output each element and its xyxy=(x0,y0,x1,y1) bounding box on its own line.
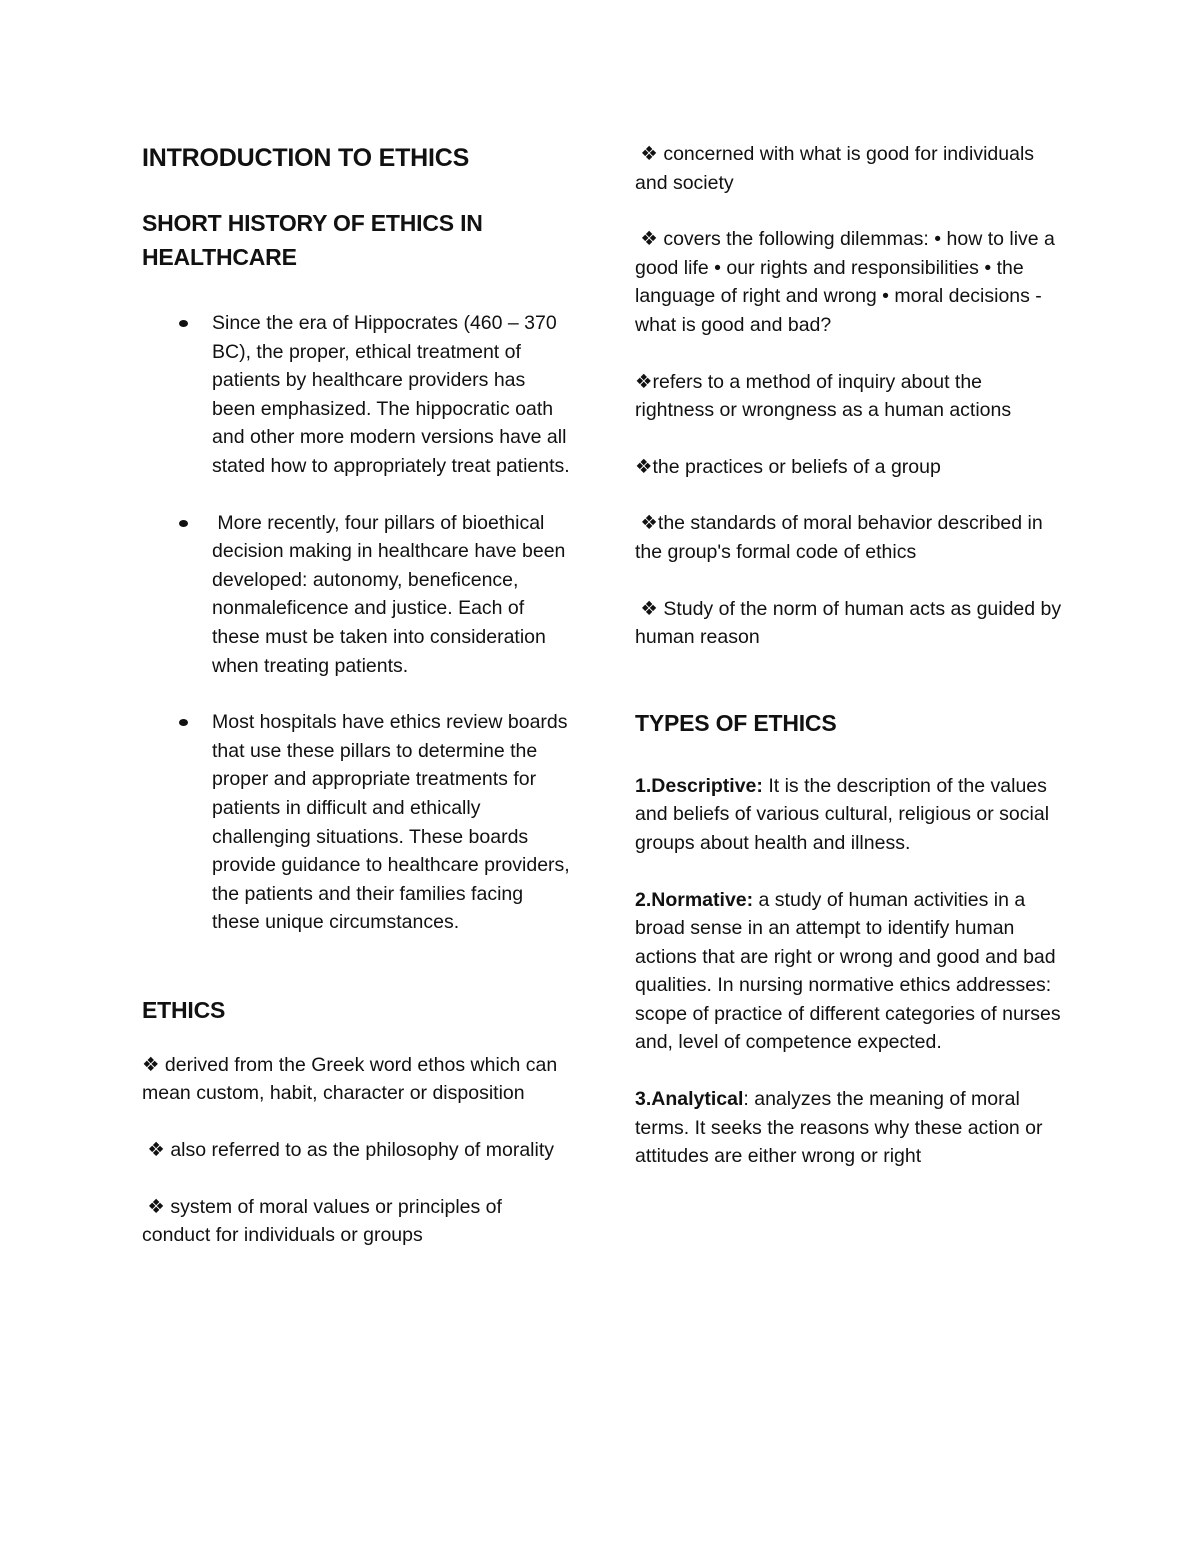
ethics-definition-item: ❖the practices or beliefs of a group xyxy=(635,455,941,478)
bullet-icon xyxy=(179,320,188,327)
bullet-item xyxy=(142,708,572,937)
ethics-type-label: 3.Analytical xyxy=(635,1088,744,1111)
ethics-definition-item: ❖refers to a method of inquiry about the rightness or wrongness as a human actions xyxy=(635,370,1012,422)
ethics-type-item xyxy=(635,1085,1065,1171)
types-heading: TYPES OF ETHICS xyxy=(635,709,837,736)
ethics-definition-item: ❖ concerned with what is good for individuals and society xyxy=(635,143,1040,194)
bullet-text: Most hospitals have ethics review boards that use these pillars to determine the proper and appropriate treatments for patients in difficult and ethically challenging situations. These boards provide guidance to healthcare providers, the patients and their families facing these unique circumstances. xyxy=(212,711,570,934)
ethics-type-text: : analyzes the meaning of moral terms. It seeks the reasons why these action or attitudes are either wrong or right xyxy=(635,1088,1043,1168)
ethics-definition-item: ❖the standards of moral behavior described in the group's formal code of ethics xyxy=(635,512,1049,563)
ethics-type-text: a study of human activities in a broad sense in an attempt to identify human actions that are right or wrong and good and bad qualities. In nursing normative ethics addresses: scope of practice of different categories of nurses and, level of competence expected. xyxy=(635,888,1061,1054)
ethics-definition-item: ❖ derived from the Greek word ethos which can mean custom, habit, character or disposition xyxy=(142,1053,558,1105)
right-column xyxy=(635,140,1065,1171)
document-title: INTRODUCTION TO ETHICS xyxy=(142,144,470,172)
bullet-text: More recently, four pillars of bioethical decision making in healthcare have been developed: autonomy, beneficence, nonmaleficence and justice. Each of these must be taken into consideration when treating patients. xyxy=(212,511,571,677)
history-heading-line1: SHORT HISTORY OF ETHICS IN xyxy=(142,210,483,236)
bullet-item xyxy=(142,509,572,681)
ethics-definition-item: ❖ covers the following dilemmas: • how to live a good life • our rights and responsibilities • the language of right and wrong • moral decisions - what is good and bad? xyxy=(635,228,1061,336)
ethics-definition-item: ❖ system of moral values or principles of conduct for individuals or groups xyxy=(142,1195,508,1247)
history-heading-line2: HEALTHCARE xyxy=(142,244,297,270)
ethics-type-label: 1.Descriptive: xyxy=(635,774,763,797)
bullet-icon xyxy=(179,520,188,527)
ethics-heading: ETHICS xyxy=(142,996,226,1023)
bullet-text: Since the era of Hippocrates (460 – 370 BC), the proper, ethical treatment of patients by healthcare providers has been emphasized. The hippocratic oath and other more modern versions have all stated how to appropriately treat patients. xyxy=(212,312,570,477)
ethics-type-item xyxy=(635,772,1065,858)
history-bullet-list xyxy=(142,309,572,937)
ethics-type-text: It is the description of the values and beliefs of various cultural, religious or social groups about health and illness. xyxy=(635,774,1050,854)
left-column xyxy=(142,140,572,1250)
bullet-icon xyxy=(179,719,188,726)
bullet-item xyxy=(142,309,572,481)
ethics-type-item xyxy=(635,886,1065,1058)
ethics-definition-item: ❖ Study of the norm of human acts as guided by human reason xyxy=(635,597,1067,649)
ethics-definition-item: ❖ also referred to as the philosophy of morality xyxy=(142,1139,555,1162)
ethics-type-label: 2.Normative: xyxy=(635,888,754,911)
history-heading xyxy=(142,206,572,274)
